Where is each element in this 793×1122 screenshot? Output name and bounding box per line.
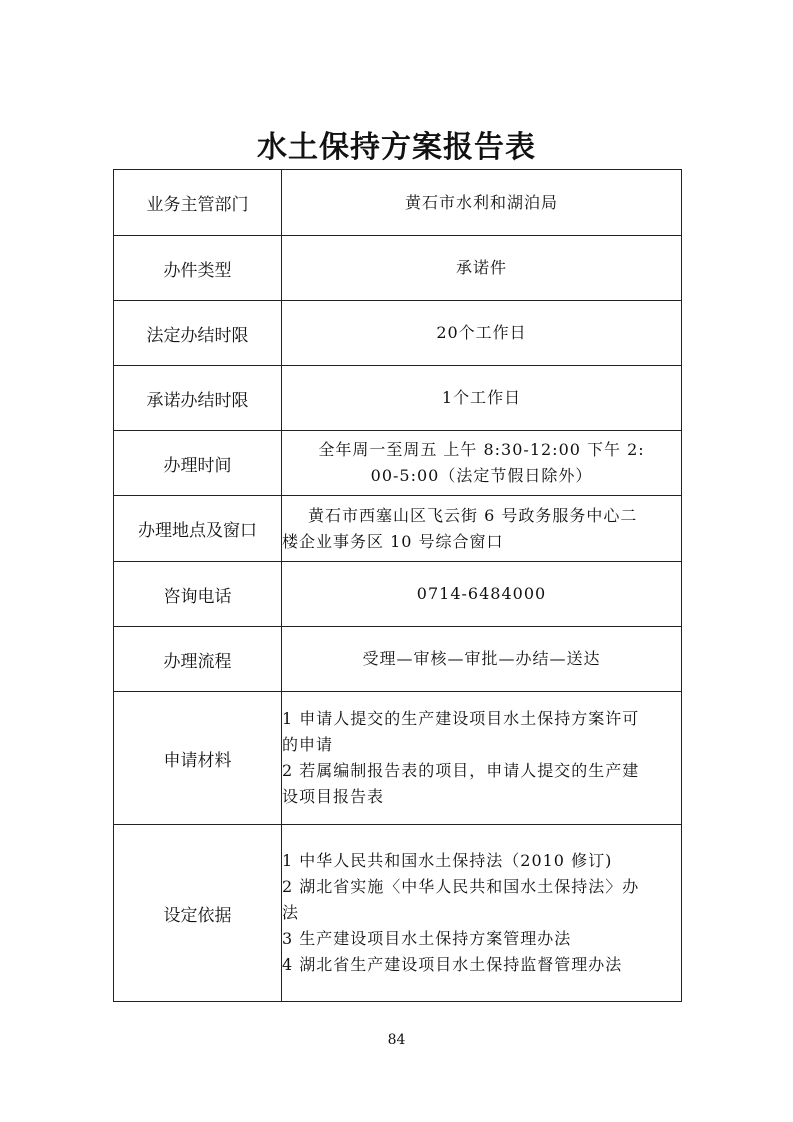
location-line-1: 黄石市西塞山区飞云街 6 号政务服务中心二 bbox=[308, 505, 638, 525]
row-promise-limit bbox=[114, 366, 682, 431]
row-department bbox=[114, 170, 682, 236]
label-type: 办件类型 bbox=[114, 236, 282, 301]
materials-line-4: 设项目报告表 bbox=[282, 787, 385, 806]
materials-line-2: 的申请 bbox=[282, 735, 334, 754]
value-legal-limit: 20个工作日 bbox=[282, 301, 682, 366]
value-phone: 0714-6484000 bbox=[282, 562, 682, 627]
value-promise-limit: 1个工作日 bbox=[282, 366, 682, 431]
row-legal-limit bbox=[114, 301, 682, 366]
row-phone bbox=[114, 562, 682, 627]
value-department: 黄石市水利和湖泊局 bbox=[282, 170, 682, 236]
hours-line-1: 全年周一至周五 上午 8:30-12:00 下午 2: bbox=[318, 440, 645, 459]
label-legal-limit: 法定办结时限 bbox=[114, 301, 282, 366]
label-basis: 设定依据 bbox=[114, 825, 282, 1002]
basis-line-1: 1 中华人民共和国水土保持法（2010 修订) bbox=[282, 851, 613, 870]
row-process bbox=[114, 627, 682, 692]
basis-line-5: 4 湖北省生产建设项目水土保持监督管理办法 bbox=[282, 955, 623, 974]
row-basis bbox=[114, 825, 682, 1002]
info-table bbox=[113, 169, 682, 1002]
label-promise-limit: 承诺办结时限 bbox=[114, 366, 282, 431]
materials-line-3: 2 若属编制报告表的项目，申请人提交的生产建 bbox=[282, 761, 640, 780]
value-basis bbox=[282, 825, 682, 1002]
location-line-2: 楼企业事务区 10 号综合窗口 bbox=[282, 531, 504, 551]
value-type: 承诺件 bbox=[282, 236, 682, 301]
hours-line-2: 00-5:00（法定节假日除外） bbox=[370, 466, 593, 485]
label-process: 办理流程 bbox=[114, 627, 282, 692]
row-type bbox=[114, 236, 682, 301]
value-hours bbox=[282, 431, 682, 496]
label-location: 办理地点及窗口 bbox=[114, 496, 282, 562]
label-materials: 申请材料 bbox=[114, 692, 282, 825]
row-hours bbox=[114, 431, 682, 496]
label-phone: 咨询电话 bbox=[114, 562, 282, 627]
value-location bbox=[282, 496, 682, 562]
materials-line-1: 1 申请人提交的生产建设项目水土保持方案许可 bbox=[282, 709, 640, 728]
page-number: 84 bbox=[387, 1032, 406, 1048]
basis-line-3: 法 bbox=[282, 903, 300, 922]
row-materials bbox=[114, 692, 682, 825]
value-process: 受理—审核—审批—办结—送达 bbox=[282, 627, 682, 692]
basis-line-4: 3 生产建设项目水土保持方案管理办法 bbox=[282, 929, 572, 948]
value-materials bbox=[282, 692, 682, 825]
page-title: 水土保持方案报告表 bbox=[257, 130, 536, 165]
label-department: 业务主管部门 bbox=[114, 170, 282, 236]
row-location bbox=[114, 496, 682, 562]
label-hours: 办理时间 bbox=[114, 431, 282, 496]
basis-line-2: 2 湖北省实施〈中华人民共和国水土保持法〉办 bbox=[282, 877, 640, 896]
